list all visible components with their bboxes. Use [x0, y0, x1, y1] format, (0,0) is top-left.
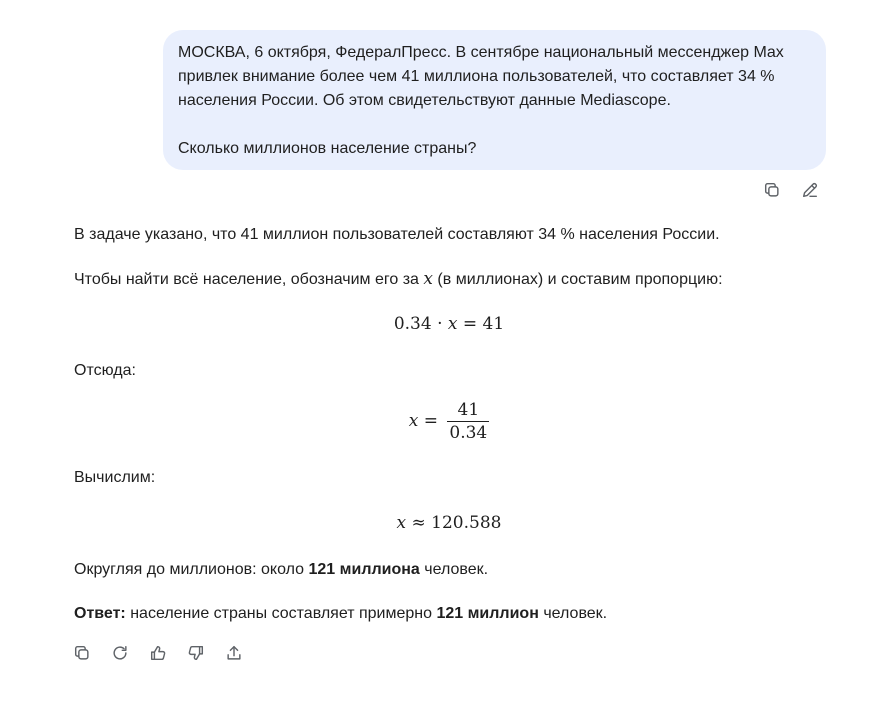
user-message-line: населения России. Об этом свидетельствуют данные Mediascope.: [178, 92, 671, 109]
share-icon[interactable]: [224, 643, 244, 663]
answer-paragraph: Вычислим:: [74, 469, 156, 486]
copy-icon[interactable]: [762, 180, 782, 200]
answer-paragraph: В задаче указано, что 41 миллион пользователей составляют 34 % населения России.: [74, 226, 720, 243]
answer-paragraph: Отсюда:: [74, 362, 136, 379]
copy-icon[interactable]: [72, 643, 92, 663]
thumbs-up-icon[interactable]: [148, 643, 168, 663]
regenerate-icon[interactable]: [110, 643, 130, 663]
answer-paragraph: Чтобы найти всё население, обозначим его за x (в миллионах) и составим пропорцию:: [74, 269, 723, 289]
user-message-bubble: [163, 30, 826, 170]
user-message-actions: [762, 180, 820, 200]
final-answer: Ответ: население страны составляет примерно 121 миллион человек.: [74, 605, 608, 622]
thumbs-down-icon[interactable]: [186, 643, 206, 663]
equation-3: x ≈ 120.588: [396, 513, 502, 533]
pencil-icon[interactable]: [800, 180, 820, 200]
answer-actions: [72, 643, 244, 663]
answer-paragraph: Округляя до миллионов: около 121 миллиона человек.: [74, 561, 489, 578]
fraction: $\frac{41}{0.34}$: [449, 400, 488, 443]
equation-2: x = $\frac{41}{0.34}$: [408, 400, 488, 443]
user-message-line: привлек внимание более чем 41 миллиона пользователей, что составляет 34 %: [178, 68, 775, 85]
equation-1: 0.34 · x = 41: [393, 314, 505, 334]
user-question: Сколько миллионов население страны?: [178, 140, 477, 157]
user-message-line: МОСКВА, 6 октября, ФедералПресс. В сентябре национальный мессенджер Max: [178, 44, 784, 61]
